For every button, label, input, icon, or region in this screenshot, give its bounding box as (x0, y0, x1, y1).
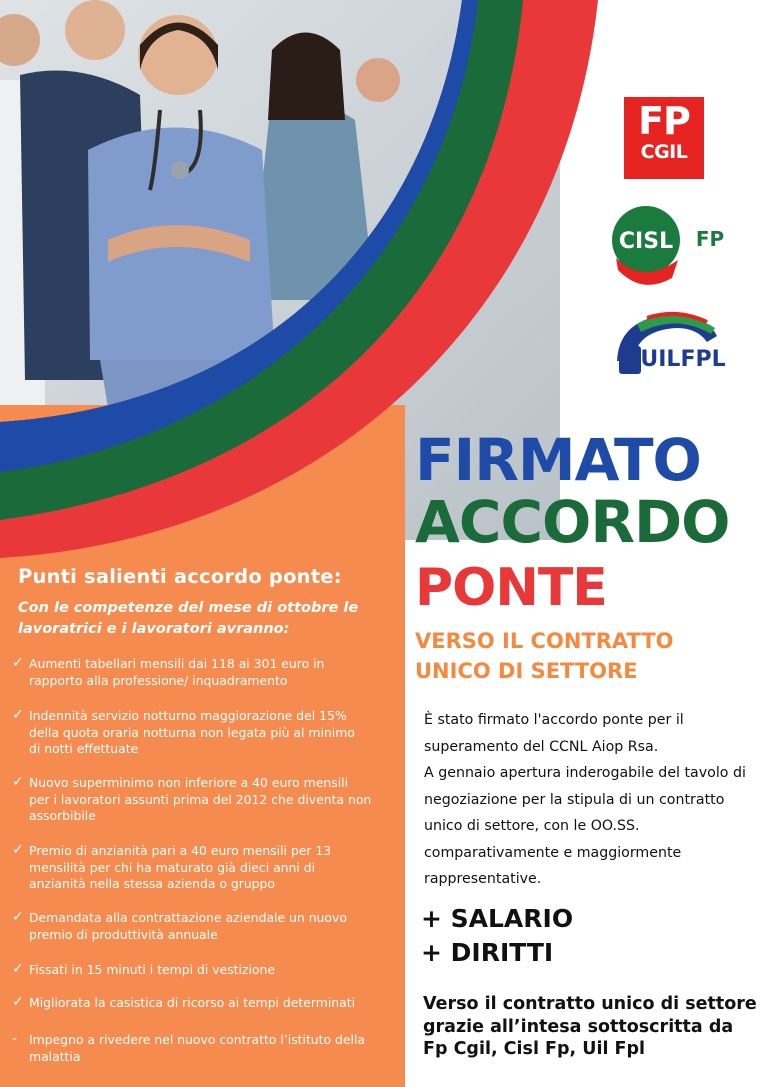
bullet-line: Demandata alla contrattazione aziendale un nuovo (29, 910, 347, 925)
left-heading: Punti salienti accordo ponte: (18, 565, 342, 588)
fp-cgil-logo-line1: FP (638, 99, 690, 143)
bullet-line: Impegno a rivedere nel nuovo contratto l’istituto della (29, 1032, 366, 1047)
bullet-item (12, 1032, 394, 1065)
bullet-line: della quota oraria notturna non legata più al minimo (29, 724, 355, 740)
left-intro-line: lavoratrici e i lavoratori avranno: (18, 621, 290, 637)
bullet-item (12, 995, 394, 1012)
bullet-item (12, 708, 394, 758)
left-intro (18, 598, 400, 640)
check-icon: ✓ (12, 774, 24, 790)
uil-fpl-logo (607, 306, 743, 391)
bullet-line: di notti effettuate (29, 741, 139, 756)
body-line: È stato firmato l'accordo ponte per il (424, 712, 684, 728)
subtitle-line2: UNICO DI SETTORE (415, 659, 638, 683)
bullet-line: malattia (29, 1048, 81, 1064)
body-line: rappresentative. (424, 871, 542, 887)
fp-cgil-logo-line2: CGIL (640, 141, 688, 163)
subtitle (415, 626, 755, 686)
bullet-item (12, 775, 394, 825)
check-icon: ✓ (12, 909, 24, 925)
check-icon: ✓ (12, 994, 24, 1010)
closing-line: Fp Cgil, Cisl Fp, Uil Fpl (423, 1039, 646, 1059)
closing-text (423, 993, 763, 1061)
body-line: A gennaio apertura inderogabile del tavolo di (424, 765, 746, 781)
bullet-item (12, 910, 394, 943)
cisl-fp-logo-text: FP (695, 227, 725, 251)
body-line: unico di settore, con le OO.SS. (424, 818, 640, 834)
bullet-line: Aumenti tabellari mensili dai 118 ai 301 euro in (29, 656, 325, 671)
bullet-line: Migliorata la casistica di ricorso ai tempi determinati (29, 995, 356, 1010)
uil-fpl-logo-text: UILFPL (640, 347, 726, 372)
body-line: superamento del CCNL Aiop Rsa. (424, 738, 659, 755)
check-icon: ✓ (12, 655, 24, 671)
plus-salario: + SALARIO (421, 904, 574, 933)
bullet-line: rapporto alla professione/ inquadramento (29, 672, 288, 688)
body-paragraph (424, 707, 764, 893)
bullet-line: assorbibile (29, 808, 96, 823)
bullet-line: Indennità servizio notturno maggiorazione del 15% (29, 708, 347, 723)
title-firmato: FIRMATO (415, 426, 701, 494)
check-icon: ✓ (12, 961, 24, 977)
bullet-line: Premio di anzianità pari a 40 euro mensili per 13 (29, 843, 332, 858)
bullet-line: mensilità per chi ha maturato già dieci anni di (29, 859, 316, 875)
cisl-logo-text: CISL (618, 229, 674, 254)
bullet-item (12, 656, 394, 689)
bullet-line: premio di produttività annuale (29, 926, 218, 942)
body-line: comparativamente e maggiormente (424, 844, 682, 861)
cisl-fp-logo (612, 200, 747, 290)
body-line: negoziazione per la stipula di un contratto (424, 791, 725, 808)
bullet-item (12, 962, 394, 979)
bullet-line: Fissati in 15 minuti i tempi di vestizione (29, 962, 275, 977)
check-icon: ✓ (12, 842, 24, 858)
plus-diritti: + DIRITTI (421, 938, 554, 967)
bullet-line: anzianità nella stessa azienda o gruppo (29, 876, 275, 891)
subtitle-line1: VERSO IL CONTRATTO (415, 629, 674, 653)
title-ponte: PONTE (415, 558, 607, 618)
bullet-line: Nuovo superminimo non inferiore a 40 euro mensili (29, 775, 349, 790)
bullet-line: per i lavoratori assunti prima del 2012 che diventa non (29, 791, 372, 807)
fp-cgil-logo (624, 97, 704, 179)
check-icon: ✓ (12, 707, 24, 723)
title-accordo: ACCORDO (415, 488, 730, 556)
closing-line: Verso il contratto unico di settore (423, 994, 757, 1014)
closing-line: grazie all’intesa sottoscritta da (423, 1016, 734, 1037)
left-intro-line: Con le competenze del mese di ottobre le (18, 600, 359, 616)
bullet-item (12, 843, 394, 893)
dash-icon: - (12, 1031, 18, 1047)
